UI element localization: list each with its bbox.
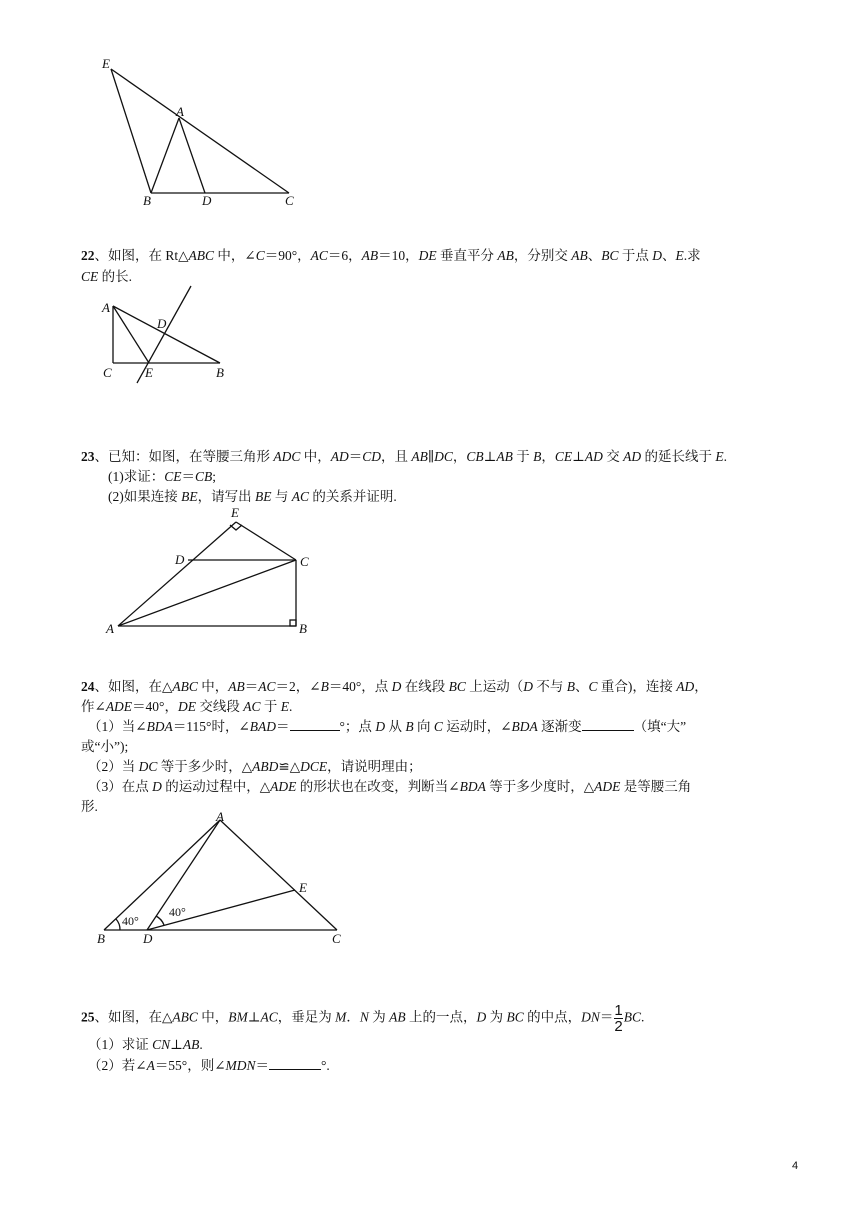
label-E: E [145,365,153,380]
q22-line2: CE 的长. [81,269,133,284]
q23-number: 23 [81,449,95,464]
q25-number: 25 [81,1009,95,1025]
angle-label-D: 40° [169,905,186,919]
q24-line2: 作∠ADE＝40°，DE 交线段 AC 于 E. [81,699,293,714]
label-D: D [157,316,167,331]
figure-q22 [95,282,235,384]
q24-sub1-cont: 或“小”); [81,739,129,754]
label-D: D [202,193,212,208]
segment-EB [111,69,151,193]
q25-line1: 25、如图，在△ABC 中，BM⊥AC，垂足为 M．N 为 AB 上的一点，D 为 BC 的中点，DN＝ $\frac{1}{2}$ BC. [81,1002,645,1035]
q24-sub1: （1）当∠BDA＝115°时，∠BAD＝ °；点 D 从 B 向 C 运动时，∠BDA 逐渐变 （填“大” [88,716,686,737]
q22-line1: 22、如图，在 Rt△ABC 中，∠C＝90°，AC＝6，AB＝10，DE 垂直平分 AB，分别交 AB、BC 于点 D、E.求 [81,248,701,263]
figure-q24 [92,810,350,948]
page-number: 4 [792,1160,799,1172]
angle-arc-B [116,919,120,930]
label-A: A [216,810,224,824]
segment-AB [151,118,179,193]
q24-sub3: （3）在点 D 的运动过程中，△ADE 的形状也在改变，判断当∠BDA 等于多少度时，△ADE 是等腰三角 [88,779,692,794]
label-B: B [97,931,105,946]
label-A: A [176,104,184,119]
segment-EC [236,522,296,560]
q22-number: 22 [81,248,95,263]
label-B: B [143,193,151,208]
label-E: E [102,56,110,71]
segment-AD [179,118,205,193]
q23-sub1: (1)求证：CE＝CB; [108,469,217,484]
q24-sub3-cont: 形. [81,799,98,814]
q24-line1: 24、如图，在△ABC 中，AB＝AC＝2，∠B＝40°，点 D 在线段 BC 上运动（D 不与 B、C 重合)，连接 AD， [81,679,708,694]
figure-q23 [100,502,325,638]
answer-blank-bad[interactable] [290,716,340,731]
right-angle-B [290,620,296,626]
label-C: C [300,554,309,569]
angle-arc-D [156,916,164,925]
fraction-one-half: $\frac{1}{2}$ [614,1002,623,1035]
label-D: D [143,931,153,946]
label-E: E [299,880,307,895]
label-D: D [175,552,185,567]
label-C: C [332,931,341,946]
segment-AE [118,522,236,626]
label-A: A [102,300,110,315]
label-B: B [299,621,307,636]
q23-line1: 23、已知：如图，在等腰三角形 ADC 中，AD＝CD，且 AB∥DC，CB⊥AB 于 B，CE⊥AD 交 AD 的延长线于 E. [81,449,727,464]
label-E: E [231,505,239,520]
q24-number: 24 [81,679,95,694]
label-C: C [285,193,294,208]
figure-q21 [95,50,310,215]
angle-label-B: 40° [122,914,139,928]
q25-sub1: （1）求证 CN⊥AB. [88,1037,203,1052]
segment-AE [113,306,149,363]
right-angle-E [230,525,242,530]
answer-blank-mdn[interactable] [269,1055,321,1070]
label-C: C [103,365,112,380]
segment-AC [220,820,337,930]
q23-sub2: (2)如果连接 BE，请写出 BE 与 AC 的关系并证明. [108,489,397,504]
segment-AC [118,560,296,626]
segment-EC [111,69,289,193]
answer-blank-trend[interactable] [582,716,634,731]
label-B: B [216,365,224,380]
q25-sub2: （2）若∠A＝55°，则∠MDN＝ °. [88,1055,330,1076]
segment-AB [113,306,220,363]
label-A: A [106,621,114,636]
q24-sub2: （2）当 DC 等于多少时，△ABD≌△DCE，请说明理由； [88,759,422,774]
